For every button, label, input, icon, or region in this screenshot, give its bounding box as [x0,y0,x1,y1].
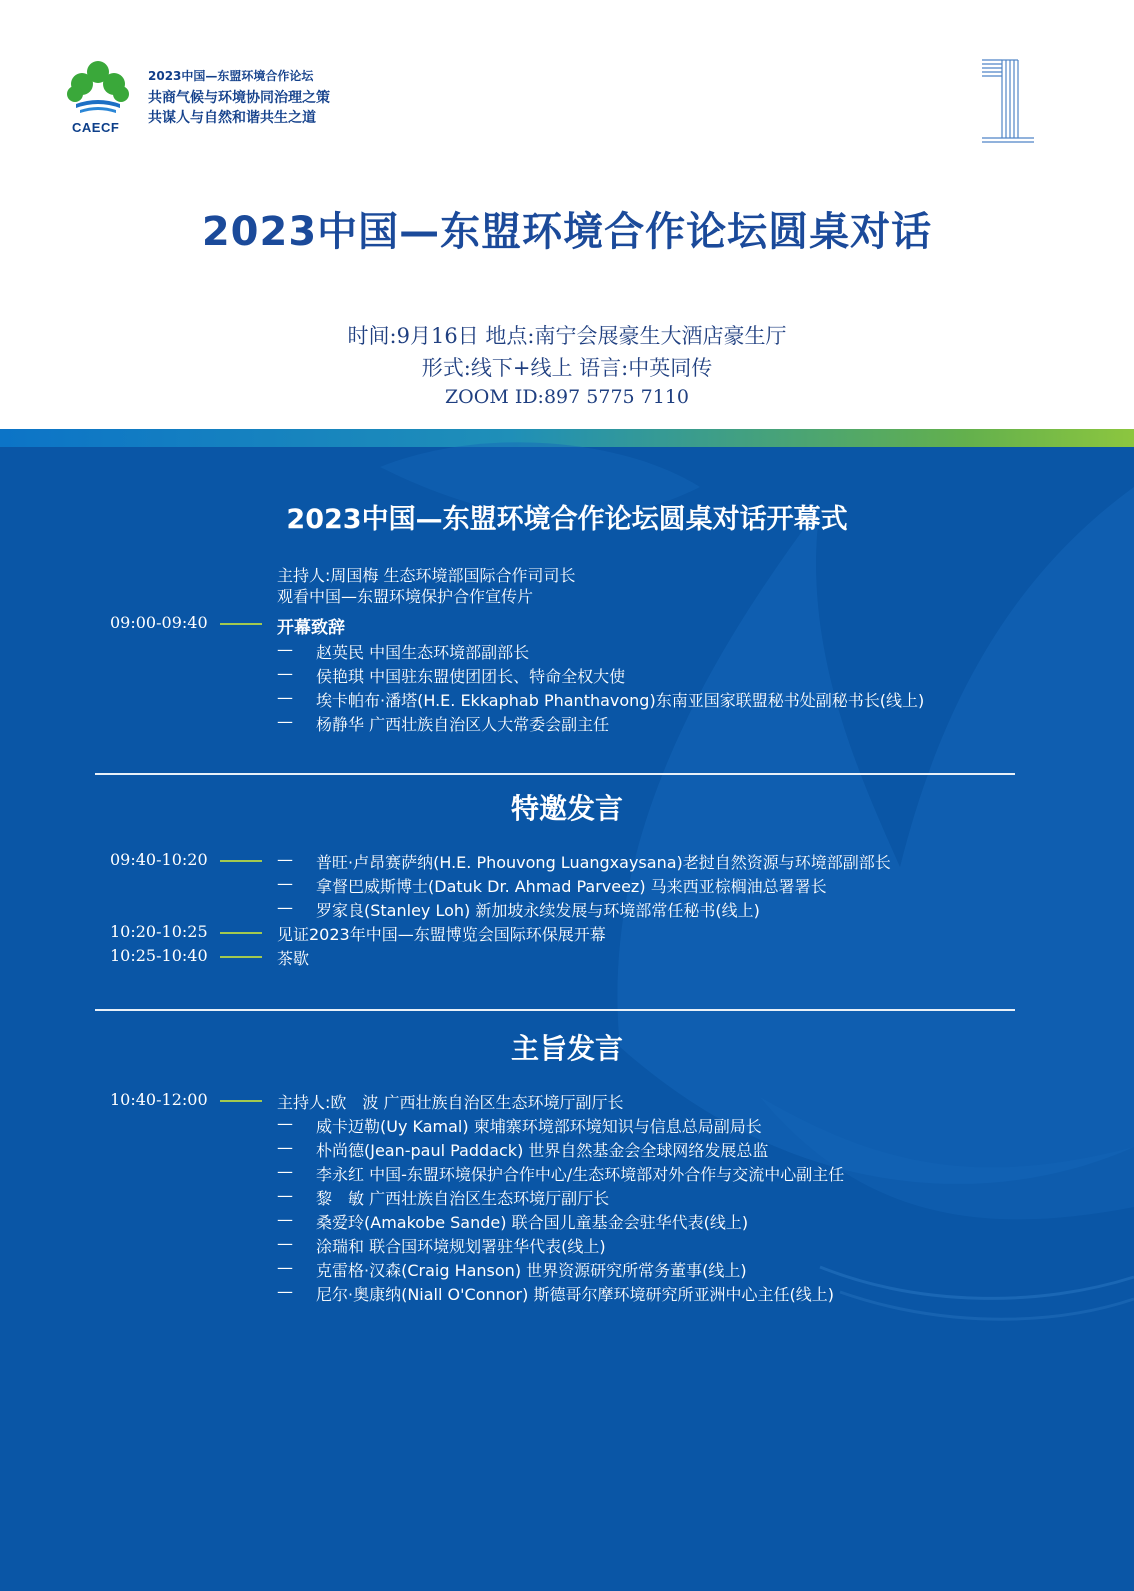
list-dash: — [277,1282,293,1301]
keynote-speaker: 朴尚德(Jean-paul Paddack) 世界自然基金会全球网络发展总监 [316,1141,769,1160]
page-number: 1 [1040,98,1041,99]
list-dash: — [277,712,293,731]
list-dash: — [277,1162,293,1181]
time-connector [220,623,262,625]
opening-host: 主持人:周国梅 生态环境部国际合作司司长 [277,566,576,585]
keynote-host: 主持人:欧 波 广西壮族自治区生态环境厅副厅长 [277,1093,624,1112]
keynote-speaker: 尼尔·奥康纳(Niall O'Connor) 斯德哥尔摩环境研究所亚洲中心主任(线上) [316,1285,834,1304]
zoom-id: ZOOM ID:897 5775 7110 [444,386,690,408]
keynote-speaker: 桑爱玲(Amakobe Sande) 联合国儿童基金会驻华代表(线上) [316,1213,749,1232]
special-time: 09:40-10:20 [110,850,208,869]
opening-video: 观看中国—东盟环境保护合作宣传片 [277,587,534,606]
section-divider [95,1009,1015,1011]
list-dash: — [277,688,293,707]
agenda-panel [0,447,1134,1591]
forum-name: 2023中国—东盟环境合作论坛 [148,69,314,83]
list-dash: — [277,1258,293,1277]
special-speaker: 拿督巴威斯博士(Datuk Dr. Ahmad Parveez) 马来西亚棕榈油总署署长 [316,877,827,896]
opening-speaker: 埃卡帕布·潘塔(H.E. Ekkaphab Phanthavong)东南亚国家联盟秘书处副秘书长(线上) [316,691,925,710]
logo-text: CAECF [72,120,120,135]
time-connector [220,1100,262,1102]
list-dash: — [277,1138,293,1157]
time-connector [220,956,262,958]
list-dash: — [277,898,293,917]
event-format-language: 形式:线下+线上 语言:中英同传 [421,356,713,380]
list-dash: — [277,664,293,683]
event-time-place: 时间:9月16日 地点:南宁会展豪生大酒店豪生厅 [347,324,787,348]
event-time: 10:20-10:25 [110,922,208,941]
list-dash: — [277,1114,293,1133]
special-section-title: 特邀发言 [510,792,623,825]
time-connector [220,860,262,862]
special-speaker: 普旺·卢昂赛萨纳(H.E. Phouvong Luangxaysana)老挝自然资源与环境部副部长 [316,853,891,872]
list-dash: — [277,1210,293,1229]
keynote-speaker: 黎 敏 广西壮族自治区生态环境厅副厅长 [316,1189,610,1208]
opening-heading: 开幕致辞 [277,618,345,638]
opening-speaker: 侯艳琪 中国驻东盟使团团长、特命全权大使 [316,667,626,686]
event-time: 10:25-10:40 [110,946,208,965]
slogan-2: 共谋人与自然和谐共生之道 [148,110,316,126]
opening-speaker: 杨静华 广西壮族自治区人大常委会副主任 [316,715,610,734]
list-dash: — [277,874,293,893]
keynote-speaker: 李永红 中国-东盟环境保护合作中心/生态环境部对外合作与交流中心副主任 [316,1165,845,1184]
forum-tagline [148,67,330,128]
opening-time: 09:00-09:40 [110,613,208,632]
slogan-1: 共商气候与环境协同治理之策 [148,90,330,106]
list-dash: — [277,1234,293,1253]
keynote-time: 10:40-12:00 [110,1090,208,1109]
list-dash: — [277,640,293,659]
list-dash: — [277,850,293,869]
event-text: 见证2023年中国—东盟博览会国际环保展开幕 [277,925,606,944]
opening-section-title: 2023中国—东盟环境合作论坛圆桌对话开幕式 [286,504,848,535]
page-number-graphic [980,58,1041,146]
time-connector [220,932,262,934]
gradient-divider [0,429,1134,447]
event-text: 茶歇 [277,949,310,968]
opening-speaker: 赵英民 中国生态环境部副部长 [316,643,530,662]
keynote-speaker: 克雷格·汉森(Craig Hanson) 世界资源研究所常务董事(线上) [316,1261,747,1280]
keynote-section-title: 主旨发言 [510,1032,623,1065]
special-speaker: 罗家良(Stanley Loh) 新加坡永续发展与环境部常任秘书(线上) [316,901,760,920]
page-title: 2023中国—东盟环境合作论坛圆桌对话 [201,209,933,255]
list-dash: — [277,1186,293,1205]
section-divider [95,773,1015,775]
keynote-speaker: 涂瑞和 联合国环境规划署驻华代表(线上) [316,1237,606,1256]
keynote-speaker: 威卡迈勒(Uy Kamal) 柬埔寨环境部环境知识与信息总局副局长 [316,1117,762,1136]
